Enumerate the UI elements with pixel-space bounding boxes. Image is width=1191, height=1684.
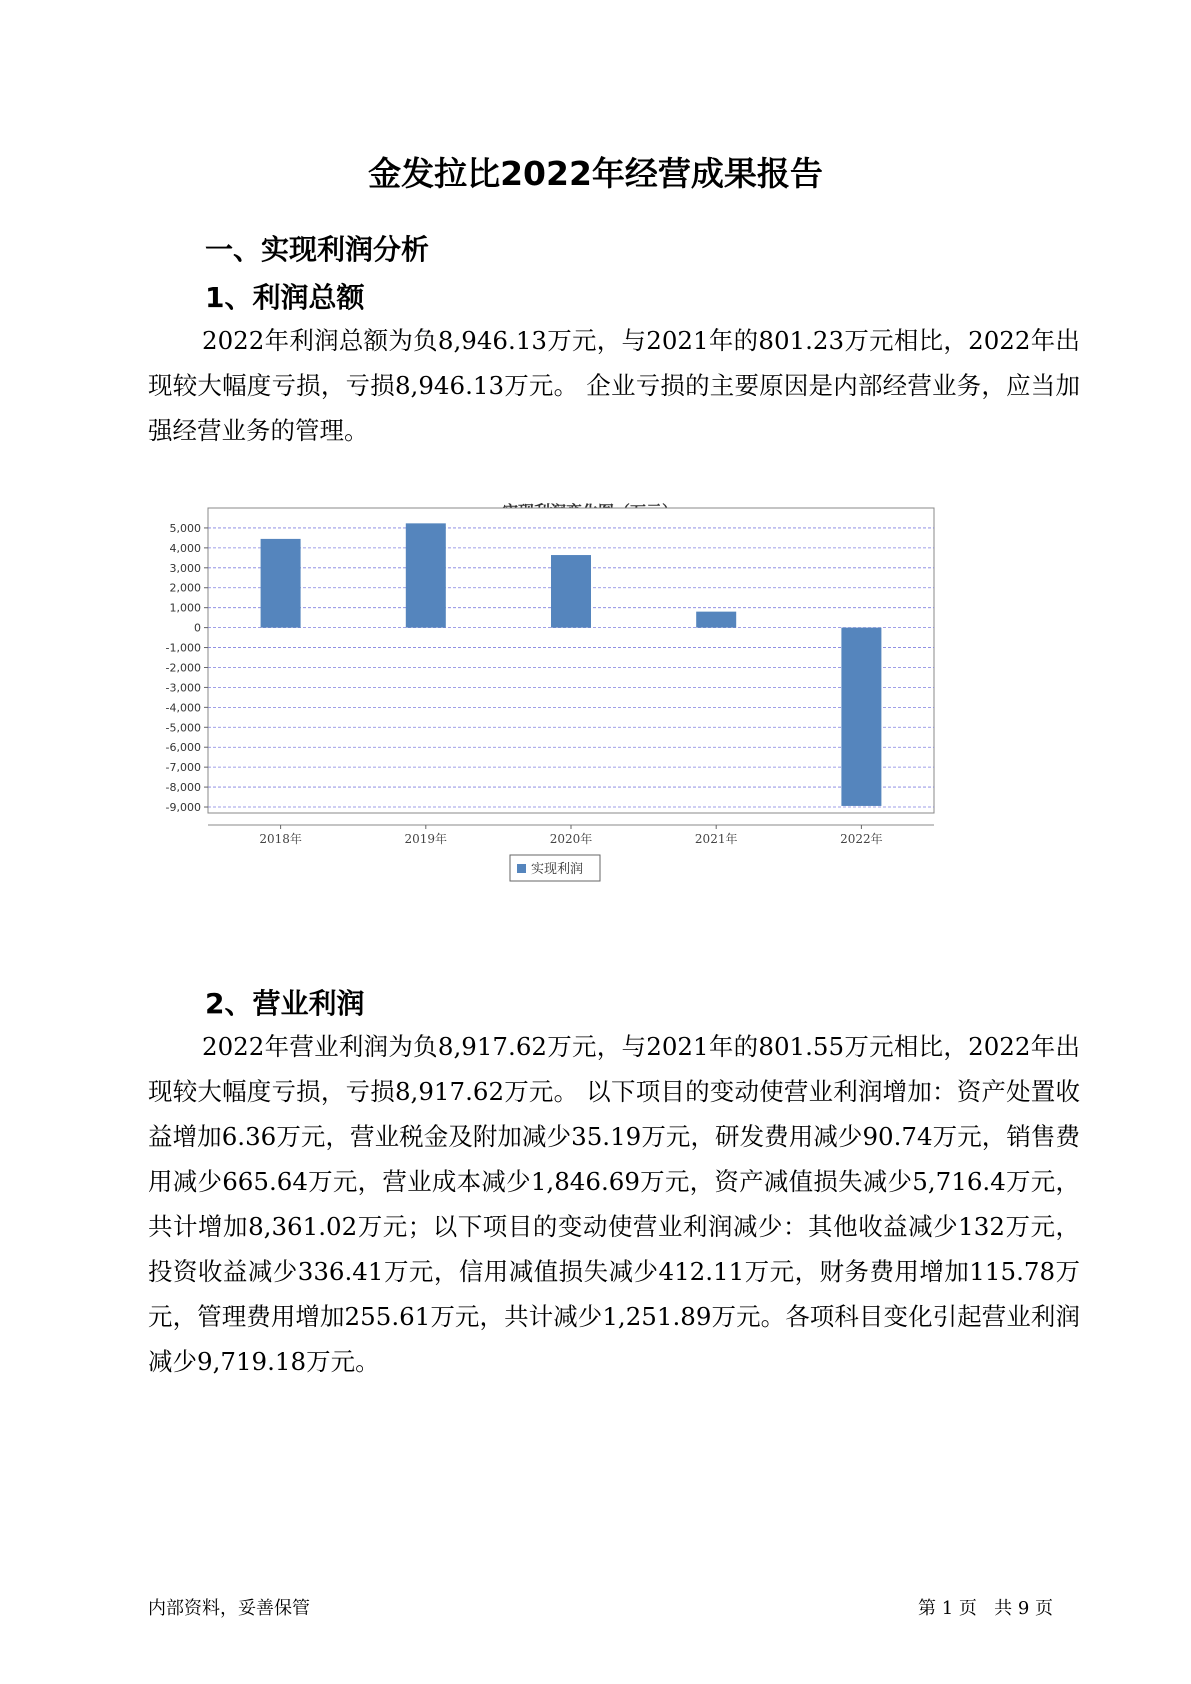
total-profit-paragraph: 2022年利润总额为负8,946.13万元，与2021年的801.23万元相比，2022年出现较大幅度亏损，亏损8,946.13万元。 企业亏损的主要原因是内部经营业务，应当加强经营业务的管理。 <box>148 326 1080 445</box>
chart-y-tick-label: -7,000 <box>165 761 201 775</box>
footer-total-unit: 页 <box>1035 1598 1053 1619</box>
section-heading-profit-analysis: 一、实现利润分析 <box>205 233 430 266</box>
footer-total-pages: 9 <box>1017 1598 1030 1619</box>
chart-y-tick-label: -6,000 <box>165 741 201 755</box>
chart-y-tick-label: 4,000 <box>169 541 201 555</box>
footer-page-prefix: 第 <box>917 1598 936 1619</box>
chart-bar <box>261 539 301 628</box>
operating-profit-paragraph: 2022年营业利润为负8,917.62万元，与2021年的801.55万元相比，2022年出现较大幅度亏损，亏损8,917.62万元。 以下项目的变动使营业利润增加：资产处置收益增加6.36万元，营业税金及附加减少35.19万元，研发费用减少90.74万元，销售费用减少665.64万元，营业成本减少1,846.69万元，资产减值损失减少5,716.4万元，共计增加8,361.02万元；以下项目的变动使营业利润减少：其他收益减少132万元，投资收益减少336.41万元，信用减值损失减少412.11万元，财务费用增加115.78万元，管理费用增加255.61万元，共计减少1,251.89万元。各项科目变化引起营业利润减少9,719.18万元。 <box>148 1032 1080 1376</box>
chart-legend <box>510 855 600 881</box>
footer-confidential-note: 内部资料，妥善保管 <box>148 1598 310 1619</box>
footer-page-indicator <box>918 1594 1053 1620</box>
footer-total-prefix: 共 <box>994 1598 1013 1619</box>
chart-y-tick-label: 5,000 <box>169 521 201 535</box>
profit-chart <box>150 495 1030 955</box>
chart-x-tick-label: 2021年 <box>694 832 738 846</box>
subsection-heading-operating-profit: 2、营业利润 <box>205 987 365 1020</box>
chart-y-tick-label: 1,000 <box>169 601 201 615</box>
chart-y-tick-label: -4,000 <box>165 701 201 715</box>
chart-x-tick-label: 2022年 <box>840 832 883 846</box>
chart-y-tick-label: 3,000 <box>169 561 201 575</box>
chart-x-tick-label: 2018年 <box>259 832 302 846</box>
chart-y-tick-label: 2,000 <box>169 581 201 595</box>
footer-page-number: 1 <box>941 1598 954 1619</box>
subsection-heading-total-profit: 1、利润总额 <box>205 281 365 314</box>
chart-y-axis <box>166 522 208 814</box>
chart-x-axis <box>208 825 934 846</box>
chart-legend-swatch <box>517 864 526 873</box>
chart-bar <box>551 555 591 628</box>
chart-legend-label: 实现利润 <box>531 862 584 877</box>
chart-y-tick-label: -1,000 <box>165 641 201 655</box>
chart-bar <box>406 523 446 627</box>
footer-page-unit: 页 <box>958 1598 977 1619</box>
chart-y-tick-label: -5,000 <box>165 721 201 735</box>
chart-y-tick-label: -3,000 <box>165 681 201 695</box>
chart-y-tick-label: -2,000 <box>165 661 201 675</box>
chart-x-tick-label: 2020年 <box>549 832 593 846</box>
chart-grid <box>208 508 934 813</box>
chart-x-tick-label: 2019年 <box>404 832 448 846</box>
chart-bar <box>841 628 881 806</box>
page-title: 金发拉比2022年经营成果报告 <box>368 154 823 193</box>
chart-bar <box>696 612 736 628</box>
chart-y-tick-label: -9,000 <box>165 801 201 815</box>
profit-chart-svg <box>150 495 1030 955</box>
chart-y-tick-label: -8,000 <box>165 781 201 795</box>
chart-y-tick-label: 0 <box>194 621 201 635</box>
